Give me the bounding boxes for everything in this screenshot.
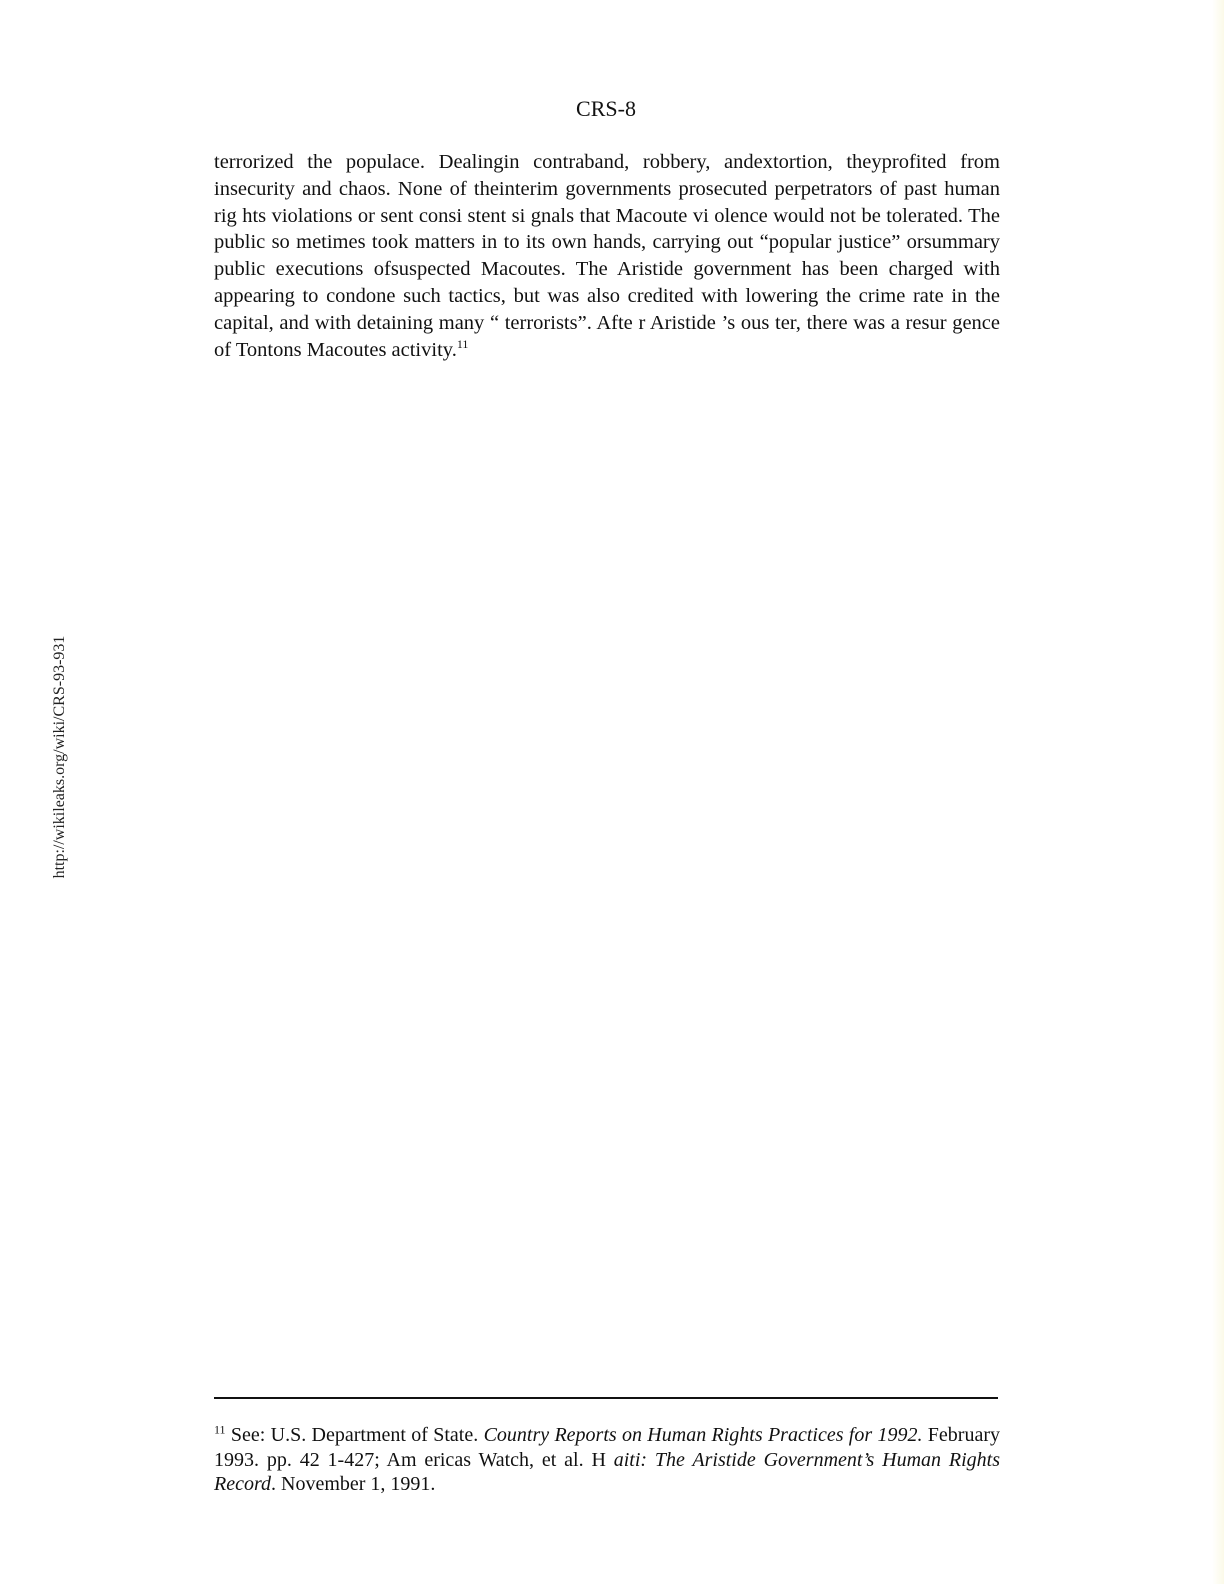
page-number: CRS-8 (576, 96, 636, 121)
page-edge-shading (1212, 0, 1224, 1584)
footnote-title-2: aiti: The Aristide Government’s Human Rights Record (214, 1448, 1001, 1495)
body-paragraph-text: terrorized the populace. Dealingin contraband, robbery, andextortion, theyprofited from insecurity and chaos. None of theinterim governments prosecuted perpetrators of past human rig hts violations or sent consi stent si gnals that Macoute vi olence would not be tolerated. The public so metimes took matters in to its own hands, carrying out “popular justice” orsummary public executions ofsuspected Macoutes. The Aristide government has been charged with appearing to condone such tactics, but was also credited with lowering the crime rate in the capital, and with detaining many “ terrorists”. Afte r Aristide ’s ous ter, there was a resur gence of Tontons Macoutes activity. (214, 151, 1000, 361)
body-paragraph (214, 149, 1000, 363)
footnote-text-1: See: U.S. Department of State. (225, 1424, 484, 1446)
side-watermark-url: http://wikileaks.org/wiki/CRS-93-931 (51, 635, 68, 879)
footnote (214, 1423, 1000, 1497)
footnote-reference: 11 (456, 336, 469, 351)
footnote-title-1: Country Reports on Human Rights Practices for 1992. (483, 1424, 923, 1446)
footnote-text-3: . November 1, 1991. (271, 1473, 436, 1495)
footnote-text-2: February 1993. pp. 42 1-427; Am ericas Watch, et al. H (214, 1424, 1000, 1471)
footnote-marker: 11 (214, 1422, 226, 1437)
footnote-divider (214, 1397, 998, 1399)
